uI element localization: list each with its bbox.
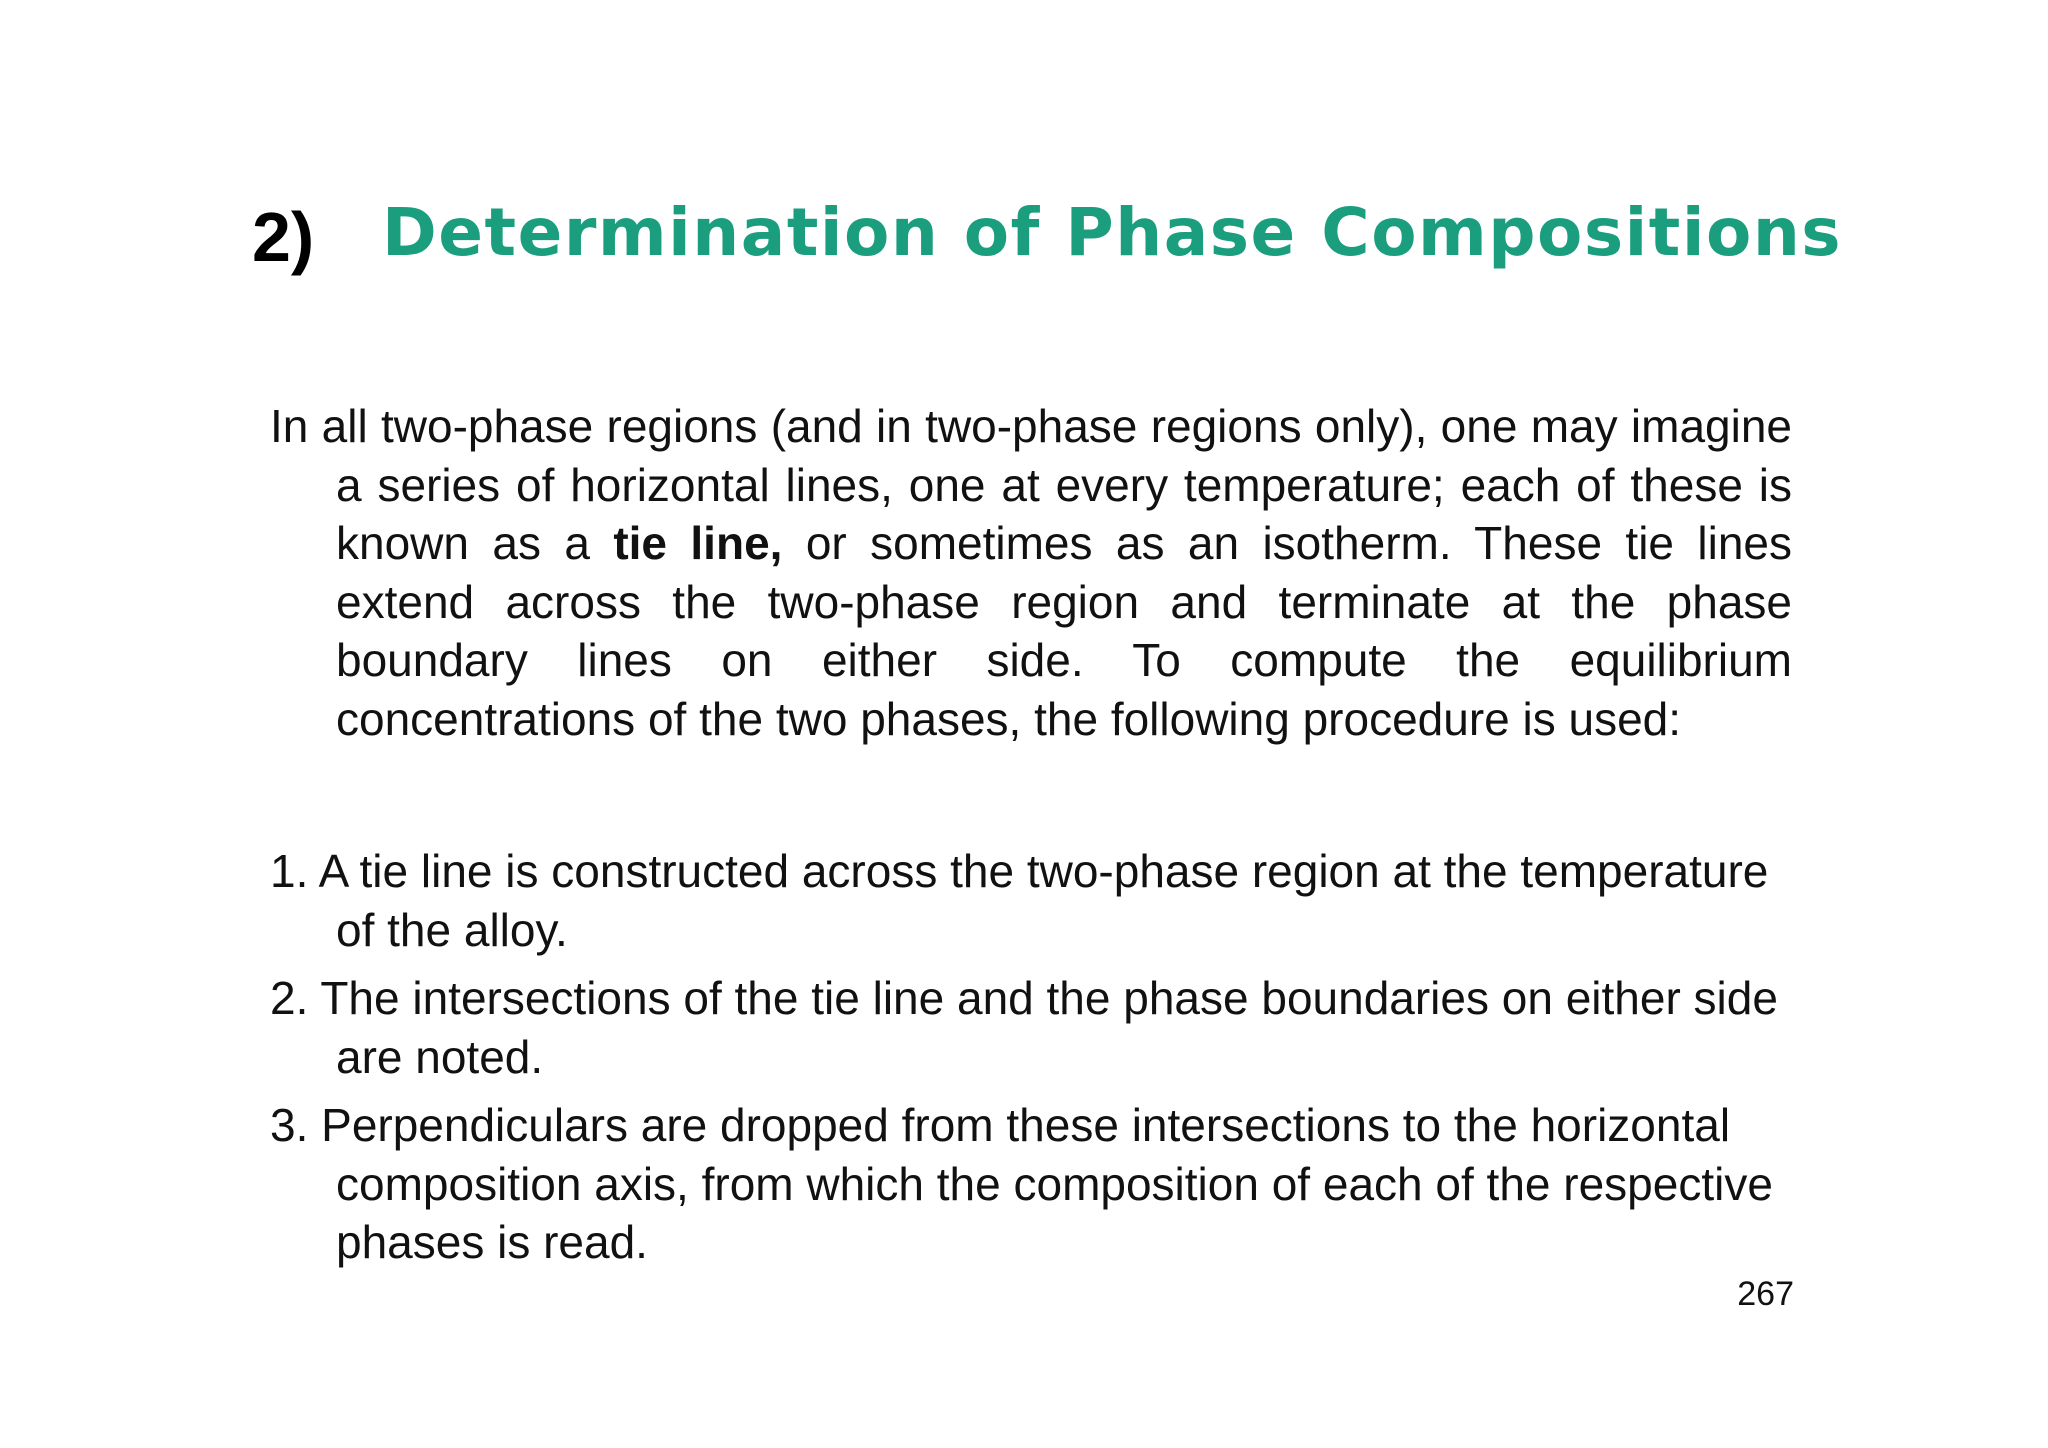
procedure-steps bbox=[270, 842, 1792, 1282]
procedure-step-1: 1. A tie line is constructed across the two-phase region at the temperature of the alloy. bbox=[270, 845, 1769, 956]
tie-line-term: tie line, bbox=[613, 517, 783, 569]
procedure-step-3: 3. Perpendiculars are dropped from these intersections to the horizontal composition axis, from which the composition of each of the respective phases is read. bbox=[270, 1099, 1773, 1268]
paragraph-text-end: or sometimes as an isotherm. These tie lines extend across the two-phase region and terminate at the phase boundary lines on either side. To compute the equilibrium concentrations of the two phases, the following procedure is used: bbox=[336, 517, 1793, 745]
page-number: 267 bbox=[1737, 1275, 1794, 1313]
procedure-step-2: 2. The intersections of the tie line and the phase boundaries on either side are noted. bbox=[270, 972, 1778, 1083]
section-number: 2) bbox=[252, 198, 315, 276]
title-heading: Determination of Phase Compositions bbox=[382, 194, 1843, 271]
slide-title bbox=[252, 180, 1852, 300]
intro-paragraph bbox=[270, 397, 1792, 748]
paragraph-text-start: In all two-phase regions (and in two-phase regions only), one may imagine a series of horizontal lines, one at every temperature; each of these is known as a bbox=[270, 400, 1792, 569]
